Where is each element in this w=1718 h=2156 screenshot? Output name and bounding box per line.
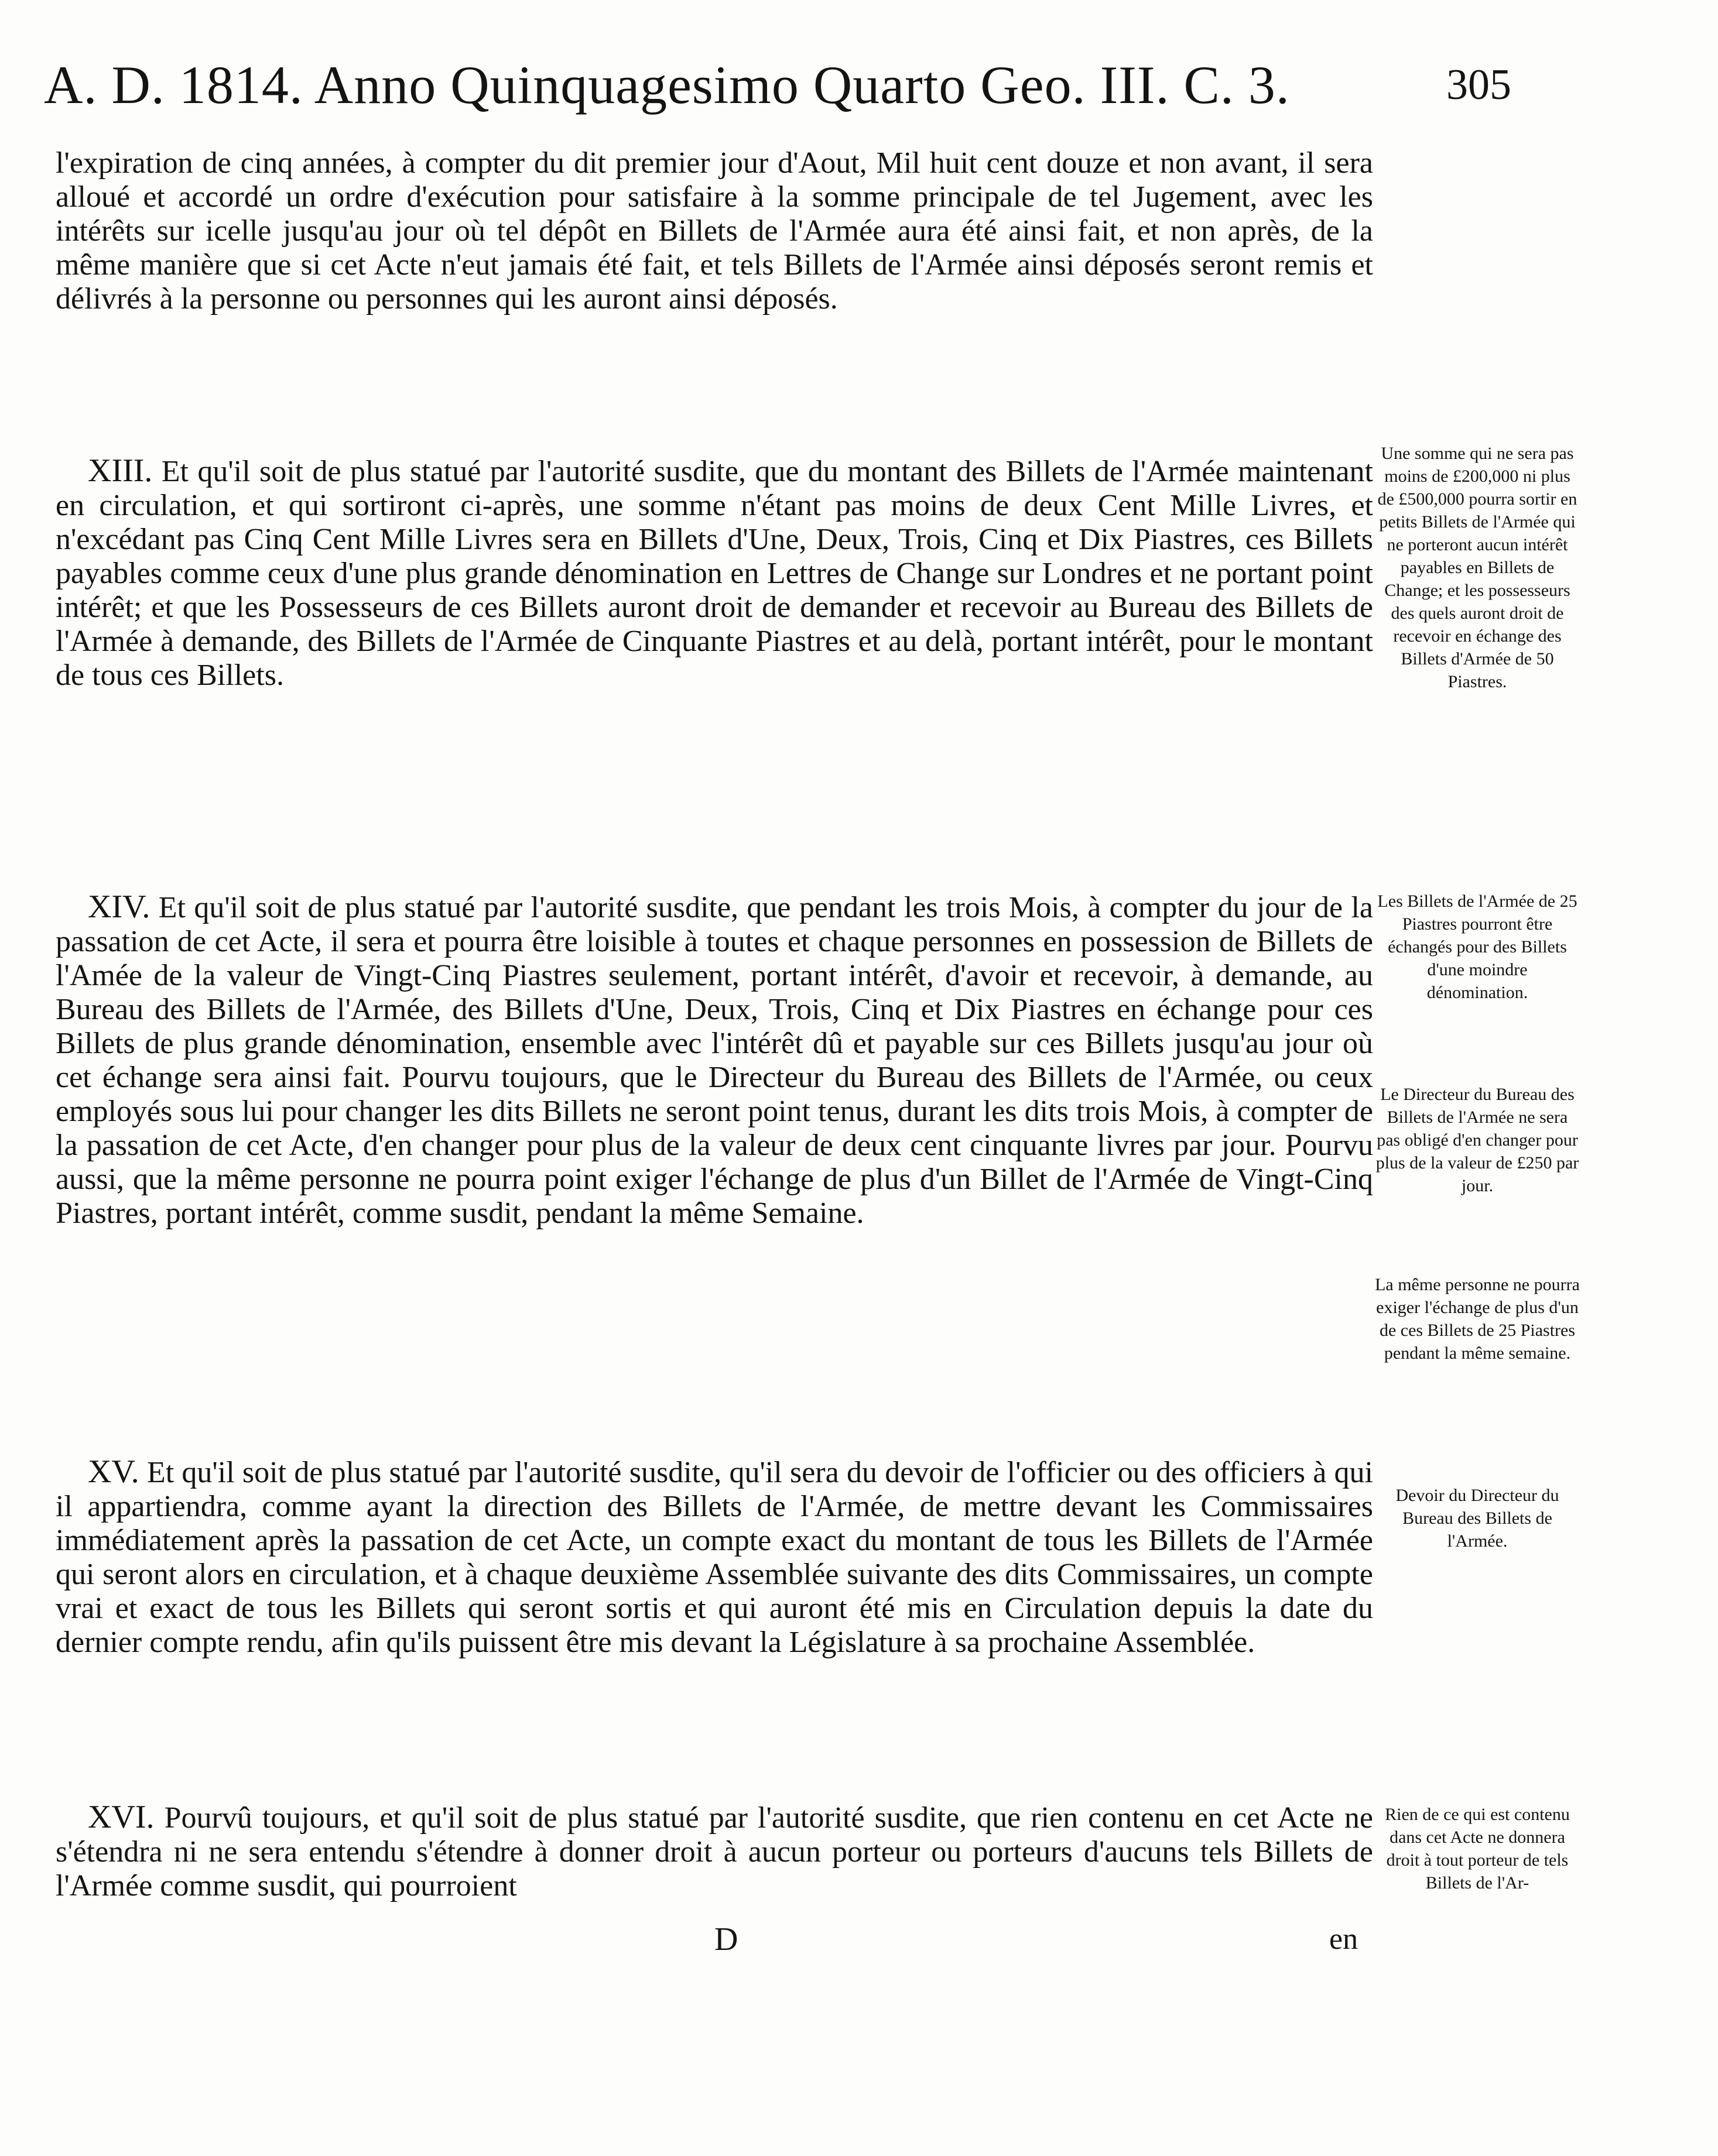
section-number: XV.: [88, 1454, 139, 1490]
section-text: Pourvû toujours, et qu'il soit de plus statué par l'autorité susdite, que rien contenu en cet Acte ne s'étendra ni ne sera entendu s'étendre à donner droit à aucun porteur ou porteurs d'aucuns tels Billets de l'Armée comme susdit, qui pourroient: [56, 1801, 1374, 1903]
section-number: XIII.: [88, 453, 153, 489]
section-number: XIV.: [88, 889, 150, 925]
section-text: Et qu'il soit de plus statué par l'autorité susdite, que pendant les trois Mois, à compter du jour de la passation de cet Acte, il sera et pourra être loisible à toutes et chaque personnes en possession de Billets de l'Amée de la valeur de Vingt-Cinq Piastres seulement, portant intérêt, d'avoir et recevoir, à demande, au Bureau des Billets de l'Armée, des Billets d'Une, Deux, Trois, Cinq et Dix Piastres en échange pour ces Billets de plus grande dénomination, ensemble avec l'intérêt dû et payable sur ces Billets jusqu'au jour où cet échange sera ainsi fait. Pourvu toujours, que le Directeur du Bureau des Billets de l'Armée, ou ceux employés sous lui pour changer les dits Billets ne seront point tenus, durant les dits trois Mois, à compter de la passation de cet Acte, d'en changer pour plus de la valeur de deux cent cinquante livres par jour. Pourvu aussi, que la même personne ne pourra point exiger l'échange de plus d'un Billet de l'Armée de Vingt-Cinq Piastres, portant intérêt, comme susdit, pendant la même Semaine.: [56, 891, 1374, 1230]
section-xvi: [56, 1800, 1373, 1903]
section-xv: [56, 1455, 1373, 1660]
signature-mark: D: [714, 1921, 738, 1958]
catchword: en: [1329, 1922, 1358, 1956]
page-header: [44, 50, 1379, 120]
section-xiii: [56, 454, 1373, 693]
paragraph-text: l'expiration de cinq années, à compter du dit premier jour d'Aout, Mil huit cent douze et non avant, il sera alloué et accordé un ordre d'exécution pour satisfaire à la somme principale de tel Jugement, avec les intérêts sur icelle jusqu'au jour où tel dépôt en Billets de l'Armée aura été ainsi fait, et non après, de la même manière que si cet Acte n'eut jamais été fait, et tels Billets de l'Armée ainsi déposés seront remis et délivrés à la personne ou personnes qui les auront ainsi déposés.: [56, 146, 1373, 316]
section-text: Et qu'il soit de plus statué par l'autorité susdite, qu'il sera du devoir de l'officier ou des officiers à qui il appartiendra, comme ayant la direction des Billets de l'Armée, de mettre devant les Commissaires immédiatement après la passation de cet Acte, un compte exact du montant de tous les Billets de l'Armée qui seront alors en circulation, et à chaque deuxième Assemblée suivante des dits Commissaires, un compte vrai et exact de tous les Billets qui seront sortis et qui auront été mis en Circulation depuis la date du dernier compte rendu, afin qu'ils puissent être mis devant la Législature à sa prochaine Assemblée.: [56, 1456, 1373, 1659]
section-number: XVI.: [88, 1799, 155, 1835]
section-text: Et qu'il soit de plus statué par l'autorité susdite, que du montant des Billets de l'Armée maintenant en circulation, et qui sortiront ci-après, une somme n'étant pas moins de deux Cent Mille Livres, et n'excédant pas Cinq Cent Mille Livres sera en Billets d'Une, Deux, Trois, Cinq et Dix Piastres, ces Billets payables comme ceux d'une plus grande dénomination en Lettres de Change sur Londres et ne portant point intérêt; et que les Possesseurs de ces Billets auront droit de demander et recevoir au Bureau des Billets de l'Armée à demande, des Billets de l'Armée de Cinquante Piastres et au delà, portant intérêt, pour le montant de tous ces Billets.: [56, 455, 1374, 692]
margin-note-small-billets: Une somme qui ne sera pas moins de £200,000 ni plus de £500,000 pourra sortir en petits Billets de l'Armée qui ne porteront aucun intérêt payables en Billets de Change; et les possesseurs des quels auront droit de recevoir en échange des Billets d'Armée de 50 Piastres.: [1377, 444, 1577, 691]
page-number: 305: [1446, 61, 1511, 109]
margin-note-director-limit: Le Directeur du Bureau des Billets de l'Armée ne sera pas obligé d'en changer pour plus de la valeur de £250 par jour.: [1375, 1085, 1579, 1195]
paragraph-continuation: [56, 146, 1373, 316]
section-xiv: [56, 890, 1373, 1230]
running-head: A. D. 1814. Anno Quinquagesimo Quarto Geo. III. C. 3.: [44, 55, 1290, 115]
margin-note-no-right: Rien de ce qui est contenu dans cet Acte ne donnera droit à tout porteur de tels Billets de l'Ar-: [1385, 1805, 1570, 1893]
margin-note-same-person: La même personne ne pourra exiger l'échange de plus d'un de ces Billets de 25 Piastres pendant la même semaine.: [1375, 1275, 1580, 1363]
margin-note-exchange-25: Les Billets de l'Armée de 25 Piastres pourront être échangés pour des Billets d'une moindre dénomination.: [1377, 892, 1577, 1002]
margin-note-director-duty: Devoir du Directeur du Bureau des Billets de l'Armée.: [1395, 1486, 1559, 1551]
